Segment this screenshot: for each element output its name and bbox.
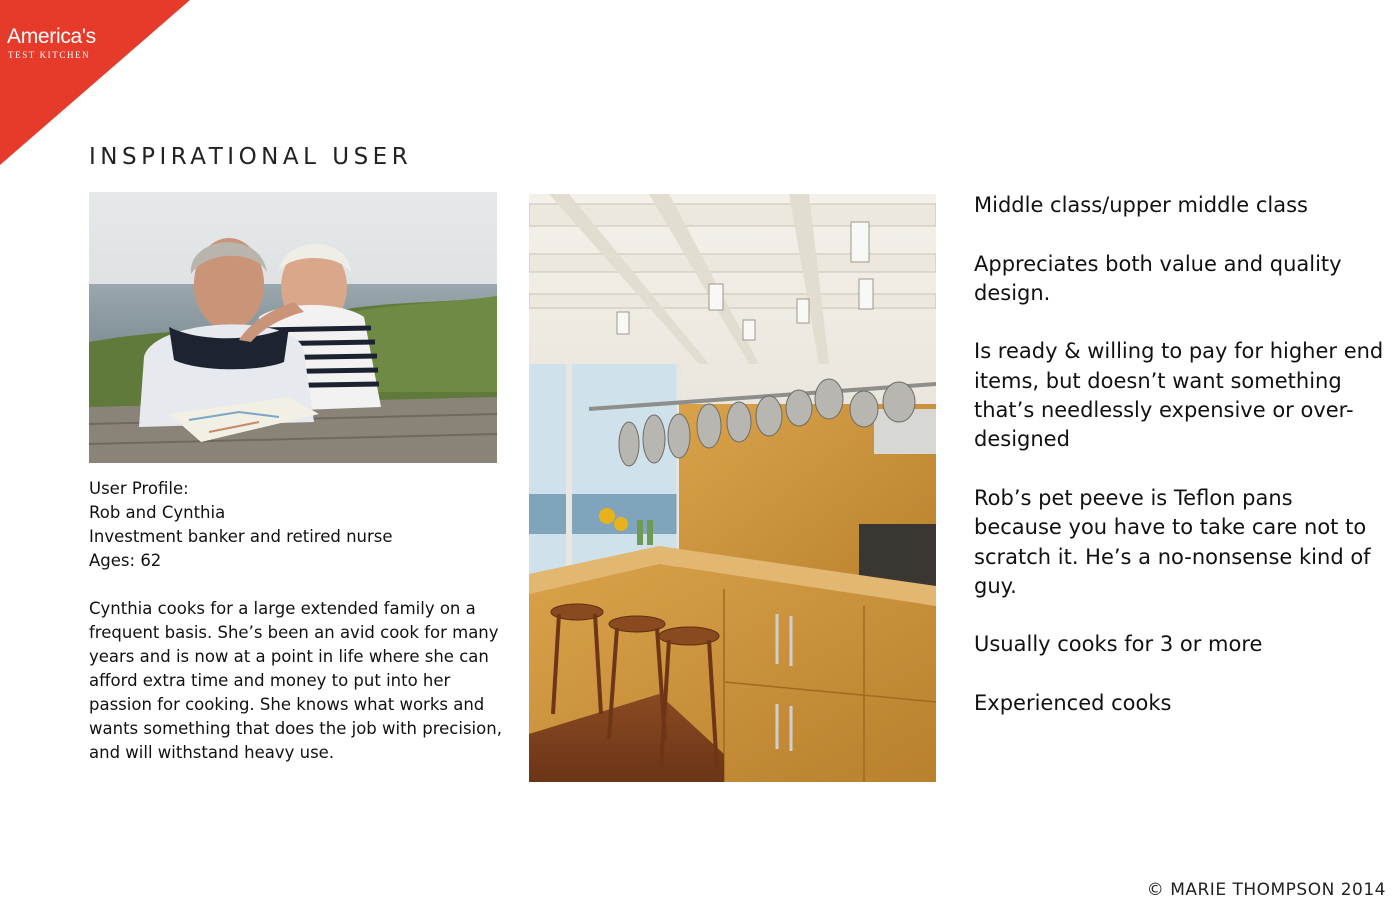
- page-title: INSPIRATIONAL USER: [89, 144, 413, 170]
- user-traits-list: [974, 191, 1384, 748]
- profile-heading: User Profile:: [89, 479, 189, 498]
- couple-photo: [89, 192, 497, 463]
- copyright-footer: © MARIE THOMPSON 2014: [1146, 880, 1386, 900]
- profile-names: Rob and Cynthia: [89, 503, 226, 522]
- trait-item: Rob’s pet peeve is Teflon pans because you have to take care not to scratch it. He’s a no-nonsense kind of guy.: [974, 485, 1371, 598]
- trait-item: Experienced cooks: [974, 691, 1172, 716]
- brand-subtitle: TEST KITCHEN: [8, 50, 91, 60]
- trait-item: Appreciates both value and quality design.: [974, 251, 1342, 305]
- brand-name: America's: [7, 25, 96, 48]
- profile-occupation: Investment banker and retired nurse: [89, 527, 393, 546]
- user-profile: [89, 477, 509, 765]
- trait-item: Middle class/upper middle class: [974, 193, 1308, 217]
- trait-item: Is ready & willing to pay for higher end items, but doesn’t want something that’s needlessly expensive or over-designed: [974, 339, 1384, 452]
- brand-logo: [0, 0, 190, 165]
- profile-ages: Ages: 62: [89, 551, 162, 570]
- trait-item: Usually cooks for 3 or more: [974, 632, 1263, 657]
- kitchen-photo: [529, 194, 936, 782]
- profile-description: Cynthia cooks for a large extended family on a frequent basis. She’s been an avid cook for many years and is now at a point in life where she can afford extra time and money to put into her passion for cooking. She knows what works and wants something that does the job with precision, and will withstand heavy use.: [89, 599, 502, 762]
